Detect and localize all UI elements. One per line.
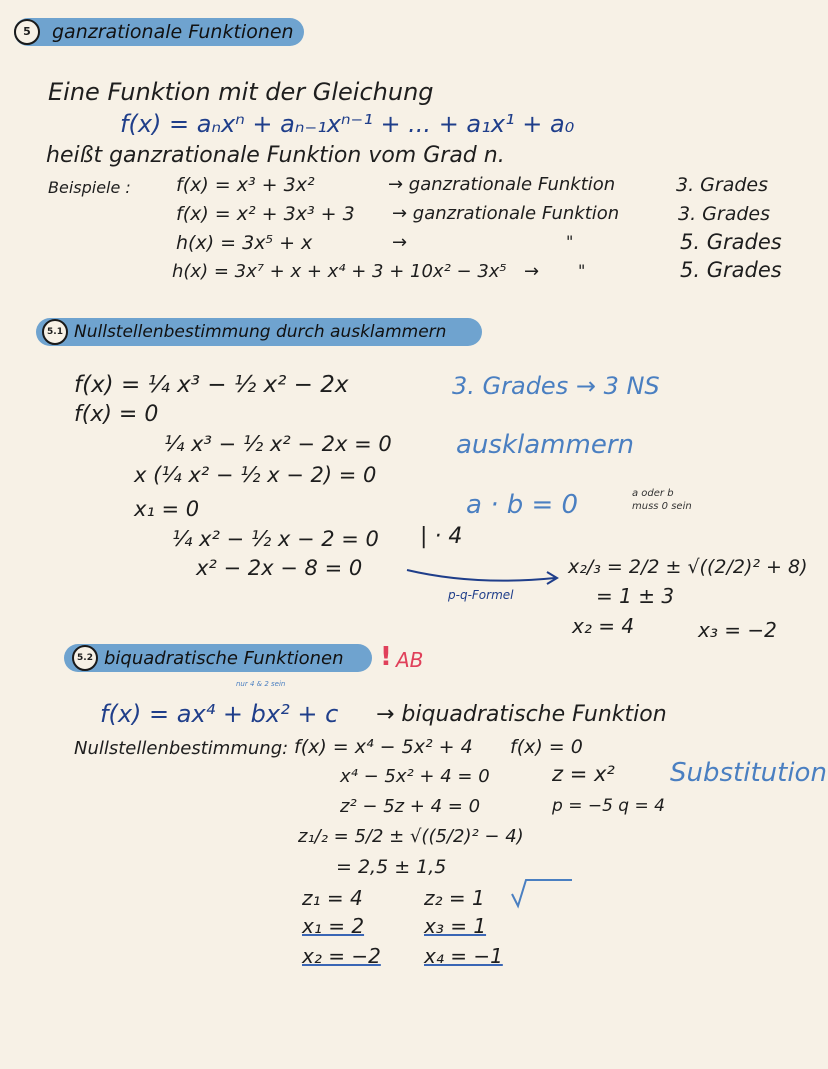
substitution-note: Substitution [670, 758, 827, 788]
pq-label: p-q-Formel [448, 588, 514, 602]
ns-function: f(x) = x⁴ − 5x² + 4 [294, 736, 473, 758]
sqrt-icon [510, 876, 574, 912]
ns-label: Nullstellenbestimmung: [74, 738, 289, 759]
note-small-2: muss 0 sein [632, 501, 692, 512]
section-52-number: 5.2 [72, 645, 98, 671]
example-2-fn: f(x) = x² + 3x³ + 3 [176, 203, 355, 225]
example-2-arrow: → ganzrationale Funktion [392, 203, 620, 224]
ab-marker: AB [396, 648, 424, 672]
example-3-fn: h(x) = 3x⁵ + x [176, 232, 313, 254]
x4-value: x₄ = −1 [424, 944, 503, 968]
s51-line-2: f(x) = 0 [74, 402, 159, 427]
z2-value: z₂ = 1 [424, 886, 485, 910]
example-4-fn: h(x) = 3x⁷ + x + x⁴ + 3 + 10x² − 3x⁵ [172, 261, 507, 282]
s51-x2: x₂ = 4 [572, 614, 635, 638]
section-51-heading: Nullstellenbestimmung durch ausklammern [74, 322, 447, 342]
s51-x3: x₃ = −2 [698, 618, 777, 642]
example-3-ditto: " [566, 232, 574, 251]
formula-small-note: nur 4 & 2 sein [236, 680, 286, 688]
s51-line-6: ¼ x² − ½ x − 2 = 0 [172, 527, 379, 551]
x1-value: x₁ = 2 [302, 914, 365, 938]
biquad-formula: f(x) = ax⁴ + bx² + c [100, 700, 339, 728]
x3-value: x₃ = 1 [424, 914, 487, 938]
work-line-1: x⁴ − 5x² + 4 = 0 [340, 766, 490, 787]
s51-line-4: x (¼ x² − ½ x − 2) = 0 [134, 463, 377, 487]
s51-line-7: x² − 2x − 8 = 0 [196, 556, 363, 580]
work-line-4: = 2,5 ± 1,5 [336, 856, 447, 878]
note-small-1: a oder b [632, 488, 674, 499]
biquad-result: → biquadratische Funktion [376, 702, 667, 727]
general-formula: f(x) = aₙxⁿ + aₙ₋₁xⁿ⁻¹ + ... + a₁x¹ + a₀ [120, 110, 575, 138]
s51-line-5: x₁ = 0 [134, 497, 200, 521]
example-4-ditto: " [578, 261, 586, 280]
note-ab-zero: a · b = 0 [466, 490, 579, 520]
example-1-arrow: → ganzrationale Funktion [388, 174, 616, 195]
s51-line-1: f(x) = ¼ x³ − ½ x² − 2x [74, 372, 349, 398]
z1-value: z₁ = 4 [302, 886, 363, 910]
examples-label: Beispiele : [48, 178, 131, 197]
pq-values: p = −5 q = 4 [552, 796, 665, 816]
intro-text: Eine Funktion mit der Gleichung [48, 78, 434, 106]
example-2-degree: 3. Grades [678, 203, 770, 225]
section-5-number: 5 [14, 19, 40, 45]
note-3-grades: 3. Grades → 3 NS [452, 372, 660, 400]
definition-text: heißt ganzrationale Funktion vom Grad n. [46, 143, 505, 168]
example-4-arrow: → [524, 261, 540, 282]
section-52-heading: biquadratische Funktionen [104, 648, 344, 669]
work-line-2: z² − 5z + 4 = 0 [340, 796, 481, 817]
example-1-degree: 3. Grades [676, 174, 768, 196]
fx-zero: f(x) = 0 [510, 736, 583, 758]
z-equals-x2: z = x² [552, 762, 615, 786]
exclamation-icon: ! [380, 642, 392, 672]
work-line-3: z₁/₂ = 5/2 ± √((5/2)² − 4) [298, 826, 524, 847]
s51-multiply: | · 4 [420, 524, 463, 549]
example-4-degree: 5. Grades [680, 258, 782, 282]
section-51-number: 5.1 [42, 319, 68, 345]
pq-line-2: = 1 ± 3 [596, 584, 675, 608]
note-ausklammern: ausklammern [456, 430, 634, 460]
x2-value: x₂ = −2 [302, 944, 381, 968]
example-1-fn: f(x) = x³ + 3x² [176, 174, 315, 196]
example-3-degree: 5. Grades [680, 230, 782, 254]
section-5-heading: ganzrationale Funktionen [52, 21, 294, 43]
pq-line-1: x₂/₃ = 2/2 ± √((2/2)² + 8) [568, 556, 808, 578]
example-3-arrow: → [392, 232, 408, 253]
s51-line-3: ¼ x³ − ½ x² − 2x = 0 [164, 432, 392, 456]
